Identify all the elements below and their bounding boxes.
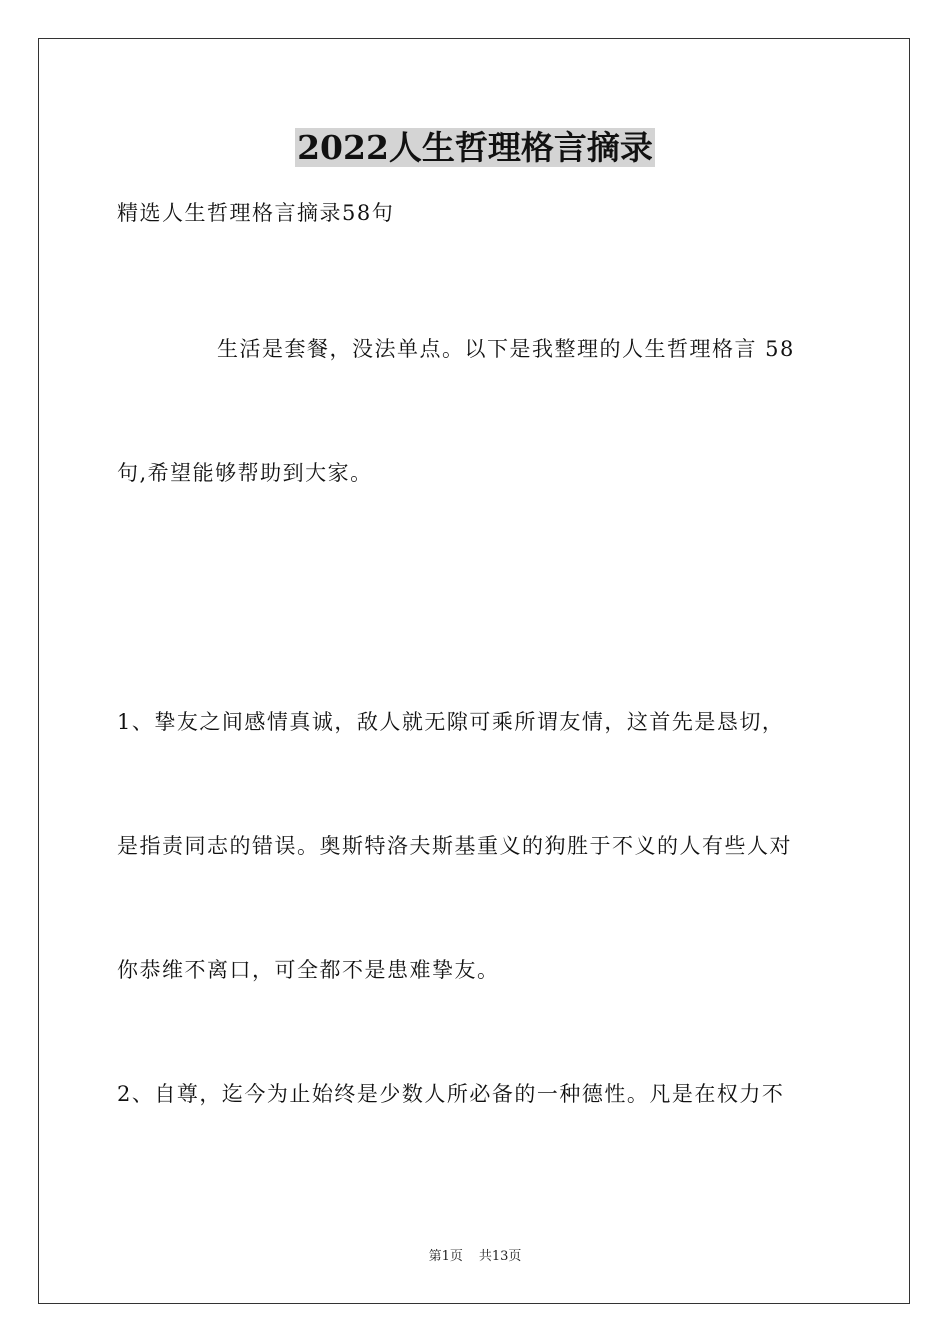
page-number-current: 第1页 xyxy=(428,1249,463,1264)
document-title-text: 2022人生哲理格言摘录 xyxy=(297,128,653,167)
body-line-3: 你恭维不离口，可全都不是患难挚友。 xyxy=(117,958,500,982)
body-line-4: 2、自尊，迄今为止始终是少数人所必备的一种德性。凡是在权力不 xyxy=(117,1082,785,1106)
document-title xyxy=(0,126,950,170)
page-footer xyxy=(0,1248,950,1266)
body-line-1: 1、挚友之间感情真诚，敌人就无隙可乘所谓友情，这首先是恳切， xyxy=(117,710,785,734)
document-subtitle: 精选人生哲理格言摘录58句 xyxy=(117,201,395,225)
page-number-total: 共13页 xyxy=(478,1249,522,1264)
body-line-2: 是指责同志的错误。奥斯特洛夫斯基重义的狗胜于不义的人有些人对 xyxy=(117,834,792,858)
intro-line-2: 句,希望能够帮助到大家。 xyxy=(117,461,373,485)
intro-line-1: 生活是套餐，没法单点。以下是我整理的人生哲理格言 58 xyxy=(217,337,795,361)
